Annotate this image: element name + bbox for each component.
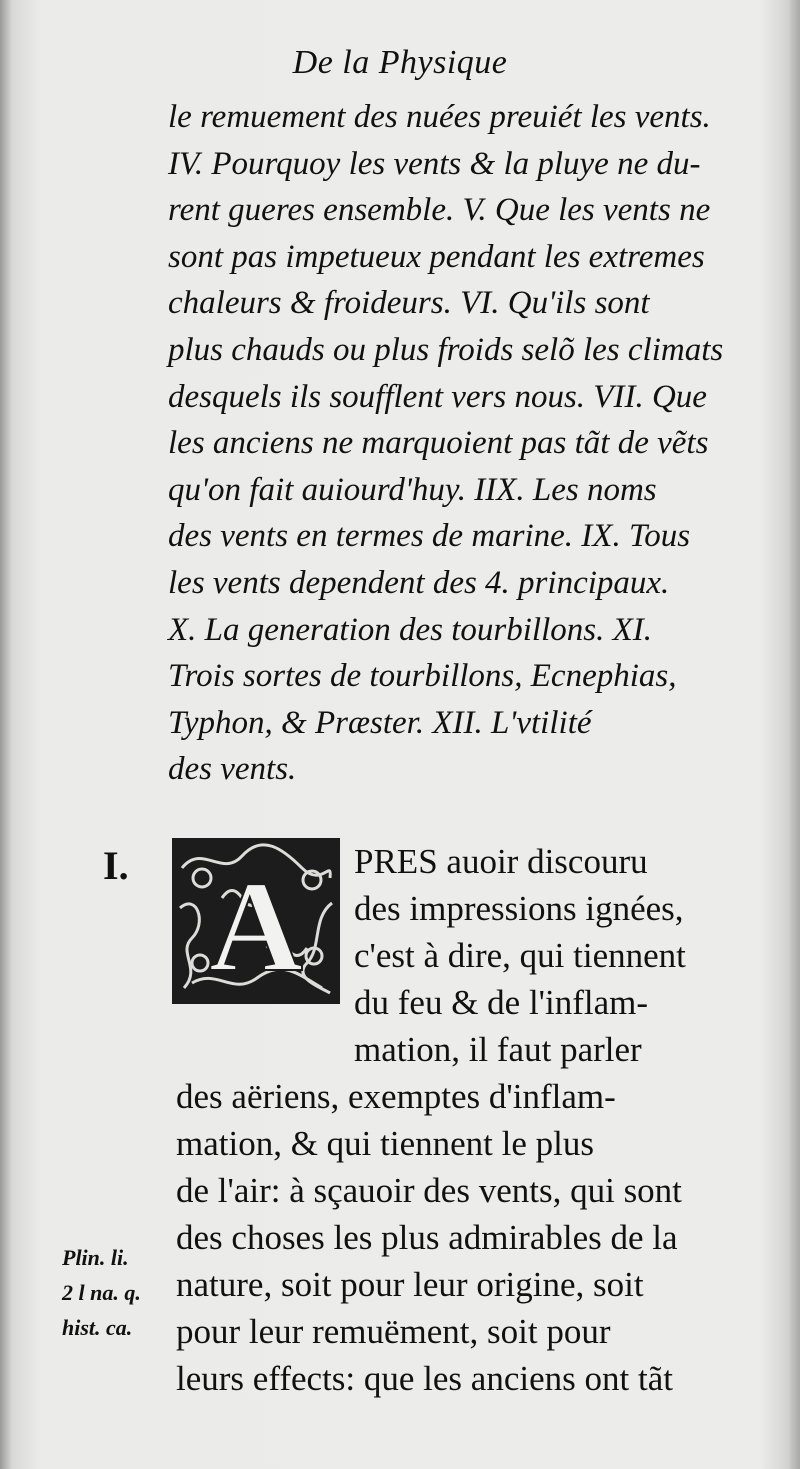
summary-line: Trois sortes de tourbillons, Ecnephias, [168,658,677,695]
margin-note-line: Plin. li. [62,1245,129,1270]
summary-line: des vents. [168,751,297,788]
summary-line: X. La generation des tourbillons. XI. [168,611,652,648]
summary-line: sont pas impetueux pendant les extremes [168,238,705,275]
body-line: pour leur remuëment, soit pour [176,1312,611,1351]
summary-line: le remuement des nuées preuiét les vents. [168,99,711,135]
summary-line: desquels ils soufflent vers nous. VII. Que [168,378,707,415]
body-line: leurs effects: que les anciens ont tãt [176,1359,673,1398]
body-line: nature, soit pour leur origine, soit [176,1265,644,1304]
summary-line: rent gueres ensemble. V. Que les vents ne [168,192,711,229]
body-line: mation, & qui tiennent le plus [176,1124,595,1163]
running-head: De la Physique [292,44,508,81]
body-line: PRES auoir discouru [354,842,648,881]
body-line: du feu & de l'inflam- [354,983,648,1022]
body-line: de l'air: à sçauoir des vents, qui sont [176,1171,682,1210]
summary-line: chaleurs & froideurs. VI. Qu'ils sont [168,285,650,322]
margin-note [62,1240,172,1345]
body-line: des impressions ignées, [354,889,684,928]
body-line: mation, il faut parler [354,1030,642,1069]
body-line: des choses les plus admirables de la [176,1218,678,1257]
chapter-summary [168,94,768,793]
summary-line: les anciens ne marquoient pas tãt de vẽts [168,425,709,462]
summary-line: qu'on fait auiourd'huy. IIX. Les noms [168,471,657,508]
summary-line: plus chauds ou plus froids selõ les climats [168,331,724,368]
page-edge [790,0,800,1469]
section-number: I. [103,843,129,888]
body-text [176,838,766,1402]
margin-note-line: hist. ca. [62,1315,133,1340]
summary-line: IV. Pourquoy les vents & la pluye ne du- [168,145,701,182]
summary-line: les vents dependent des 4. principaux. [168,564,670,601]
initial-letter: A [209,855,303,999]
summary-line: des vents en termes de marine. IX. Tous [168,518,691,555]
summary-line: Typhon, & Præster. XII. L'vtilité [168,704,592,741]
body-line: des aëriens, exemptes d'inflam- [176,1077,616,1116]
margin-note-line: 2 l na. q. [62,1280,141,1305]
body-line: c'est à dire, qui tiennent [354,936,686,975]
